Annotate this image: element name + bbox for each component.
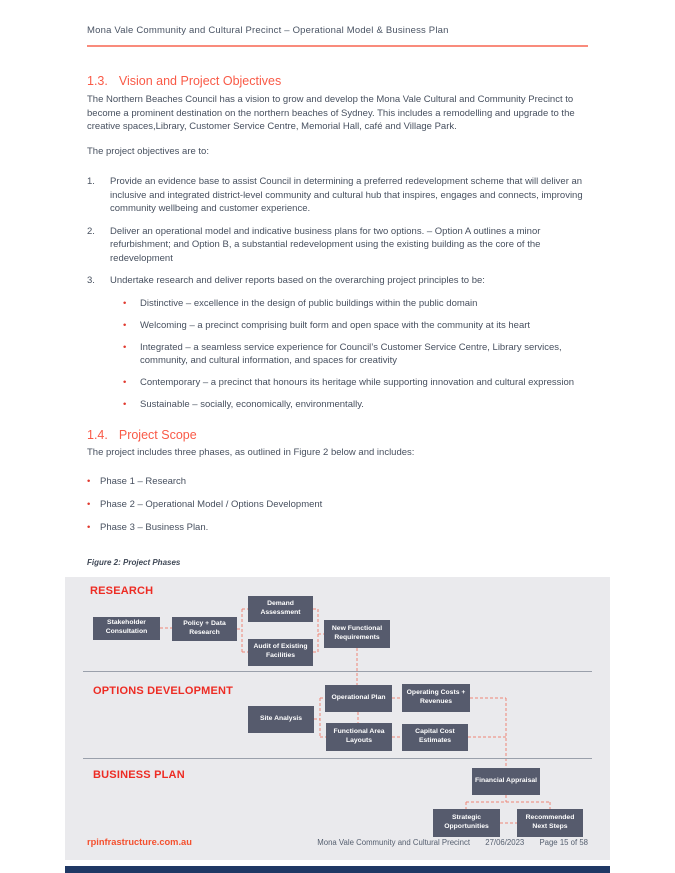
item-text: Provide an evidence base to assist Council in determining a preferred redevelopment scheme that will deliver an inclusive and integrated district-level community and cultural hub that inspires, engages and connects, improving community wellbeing and customer experience. (110, 176, 583, 214)
box-financial-appraisal: Financial Appraisal (472, 768, 540, 795)
diagram-section-business-plan: BUSINESS PLAN (93, 768, 185, 781)
box-recommended-next-steps: Recommended Next Steps (517, 809, 583, 837)
header-rule (87, 45, 588, 47)
header-title: Mona Vale Community and Cultural Precinct – Operational Model & Business Plan (87, 25, 449, 36)
phase-text: Phase 2 – Operational Model / Options Development (100, 499, 323, 510)
project-phases-diagram (65, 577, 610, 860)
section-title: Project Scope (118, 427, 197, 442)
figure-caption: Figure 2: Project Phases (87, 557, 181, 567)
footer-doc-title: Mona Vale Community and Cultural Precinct (317, 838, 471, 847)
item-number: 3. (87, 275, 95, 286)
box-audit-existing-facilities: Audit of Existing Facilities (248, 639, 313, 666)
footer-meta (317, 838, 588, 847)
principle-item (123, 341, 588, 368)
box-functional-area-layouts: Functional Area Layouts (326, 723, 392, 751)
box-operational-plan: Operational Plan (325, 685, 392, 712)
principle-text: Welcoming – a precinct comprising built form and open space with the community at its heart (140, 319, 531, 331)
item-text: Deliver an operational model and indicative business plans for two options. – Option A outlines a minor refurbishment; and Option B, a substantial redevelopment using the existing building as the core of the redevelopment (110, 225, 541, 264)
item-number: 1. (87, 176, 95, 187)
section-1-3-heading (87, 74, 588, 89)
principle-item (123, 398, 588, 412)
bullet-icon: • (123, 341, 127, 353)
principle-text: Sustainable – socially, economically, environmentally. (140, 399, 364, 410)
item-text: Undertake research and deliver reports based on the overarching project principles to be: (110, 275, 485, 286)
page-header (87, 25, 588, 47)
box-strategic-opportunities: Strategic Opportunities (433, 809, 500, 837)
bullet-icon: • (123, 399, 127, 410)
principle-item (123, 376, 588, 390)
box-stakeholder-consultation: Stakeholder Consultation (93, 617, 160, 640)
box-operating-costs-revenues: Operating Costs + Revenues (402, 684, 470, 712)
objectives-lead: The project objectives are to: (87, 145, 209, 157)
page-bottom-bar (65, 866, 610, 873)
bullet-icon: • (123, 377, 127, 388)
section-title: Vision and Project Objectives (118, 74, 282, 88)
footer-date: 27/06/2023 (485, 838, 525, 847)
diagram-divider (83, 758, 592, 759)
principle-text: Integrated – a seamless service experience for Council’s Customer Service Centre, Library services, community, and cultural information, and spaces for creativity (140, 341, 562, 366)
bullet-icon: • (87, 499, 91, 510)
phase-item (87, 521, 588, 535)
diagram-section-research: RESEARCH (90, 584, 154, 597)
principle-text: Contemporary – a precinct that honours its heritage while supporting innovation and cultural expression (140, 377, 575, 388)
vision-paragraph: The Northern Beaches Council has a vision to grow and develop the Mona Vale Cultural and Community Precinct to become a prominent destination on the northern beaches of Sydney. This includes a remodelling and upgrade to the creative spaces,Library, Customer Service Centre, Memorial Hall, café and Village Park. (87, 94, 575, 132)
phase-item (87, 475, 588, 489)
diagram-section-options-development: OPTIONS DEVELOPMENT (93, 684, 234, 697)
principles-list (123, 297, 588, 412)
section-1-4-heading (87, 428, 588, 443)
principle-text: Distinctive – excellence in the design of public buildings within the public domain (140, 297, 478, 309)
box-capital-cost-estimates: Capital Cost Estimates (402, 724, 468, 751)
objective-item (87, 225, 588, 266)
footer-website-link[interactable]: rpinfrastructure.com.au (87, 837, 192, 847)
principle-item (123, 297, 588, 311)
phases-list (87, 475, 588, 535)
diagram-divider (83, 671, 592, 672)
box-demand-assessment: Demand Assessment (248, 596, 313, 622)
bullet-icon: • (123, 297, 127, 309)
section-number: 1.4. (87, 427, 108, 442)
bullet-icon: • (87, 522, 91, 533)
objectives-list (87, 175, 588, 288)
phase-item (87, 498, 588, 512)
phase-text: Phase 3 – Business Plan. (100, 522, 209, 533)
bullet-icon: • (87, 476, 91, 487)
objective-item (87, 274, 588, 288)
scope-paragraph: The project includes three phases, as outlined in Figure 2 below and includes: (87, 446, 415, 458)
objective-item (87, 175, 588, 216)
section-number: 1.3. (87, 74, 108, 88)
principle-item (123, 319, 588, 333)
item-number: 2. (87, 225, 95, 237)
box-new-functional-requirements: New Functional Requirements (324, 620, 390, 648)
page-footer (87, 837, 588, 847)
bullet-icon: • (123, 319, 127, 331)
footer-page-number: Page 15 of 58 (539, 838, 588, 847)
box-policy-data-research: Policy + Data Research (172, 617, 237, 641)
phase-text: Phase 1 – Research (100, 476, 187, 487)
box-site-analysis: Site Analysis (248, 706, 314, 733)
